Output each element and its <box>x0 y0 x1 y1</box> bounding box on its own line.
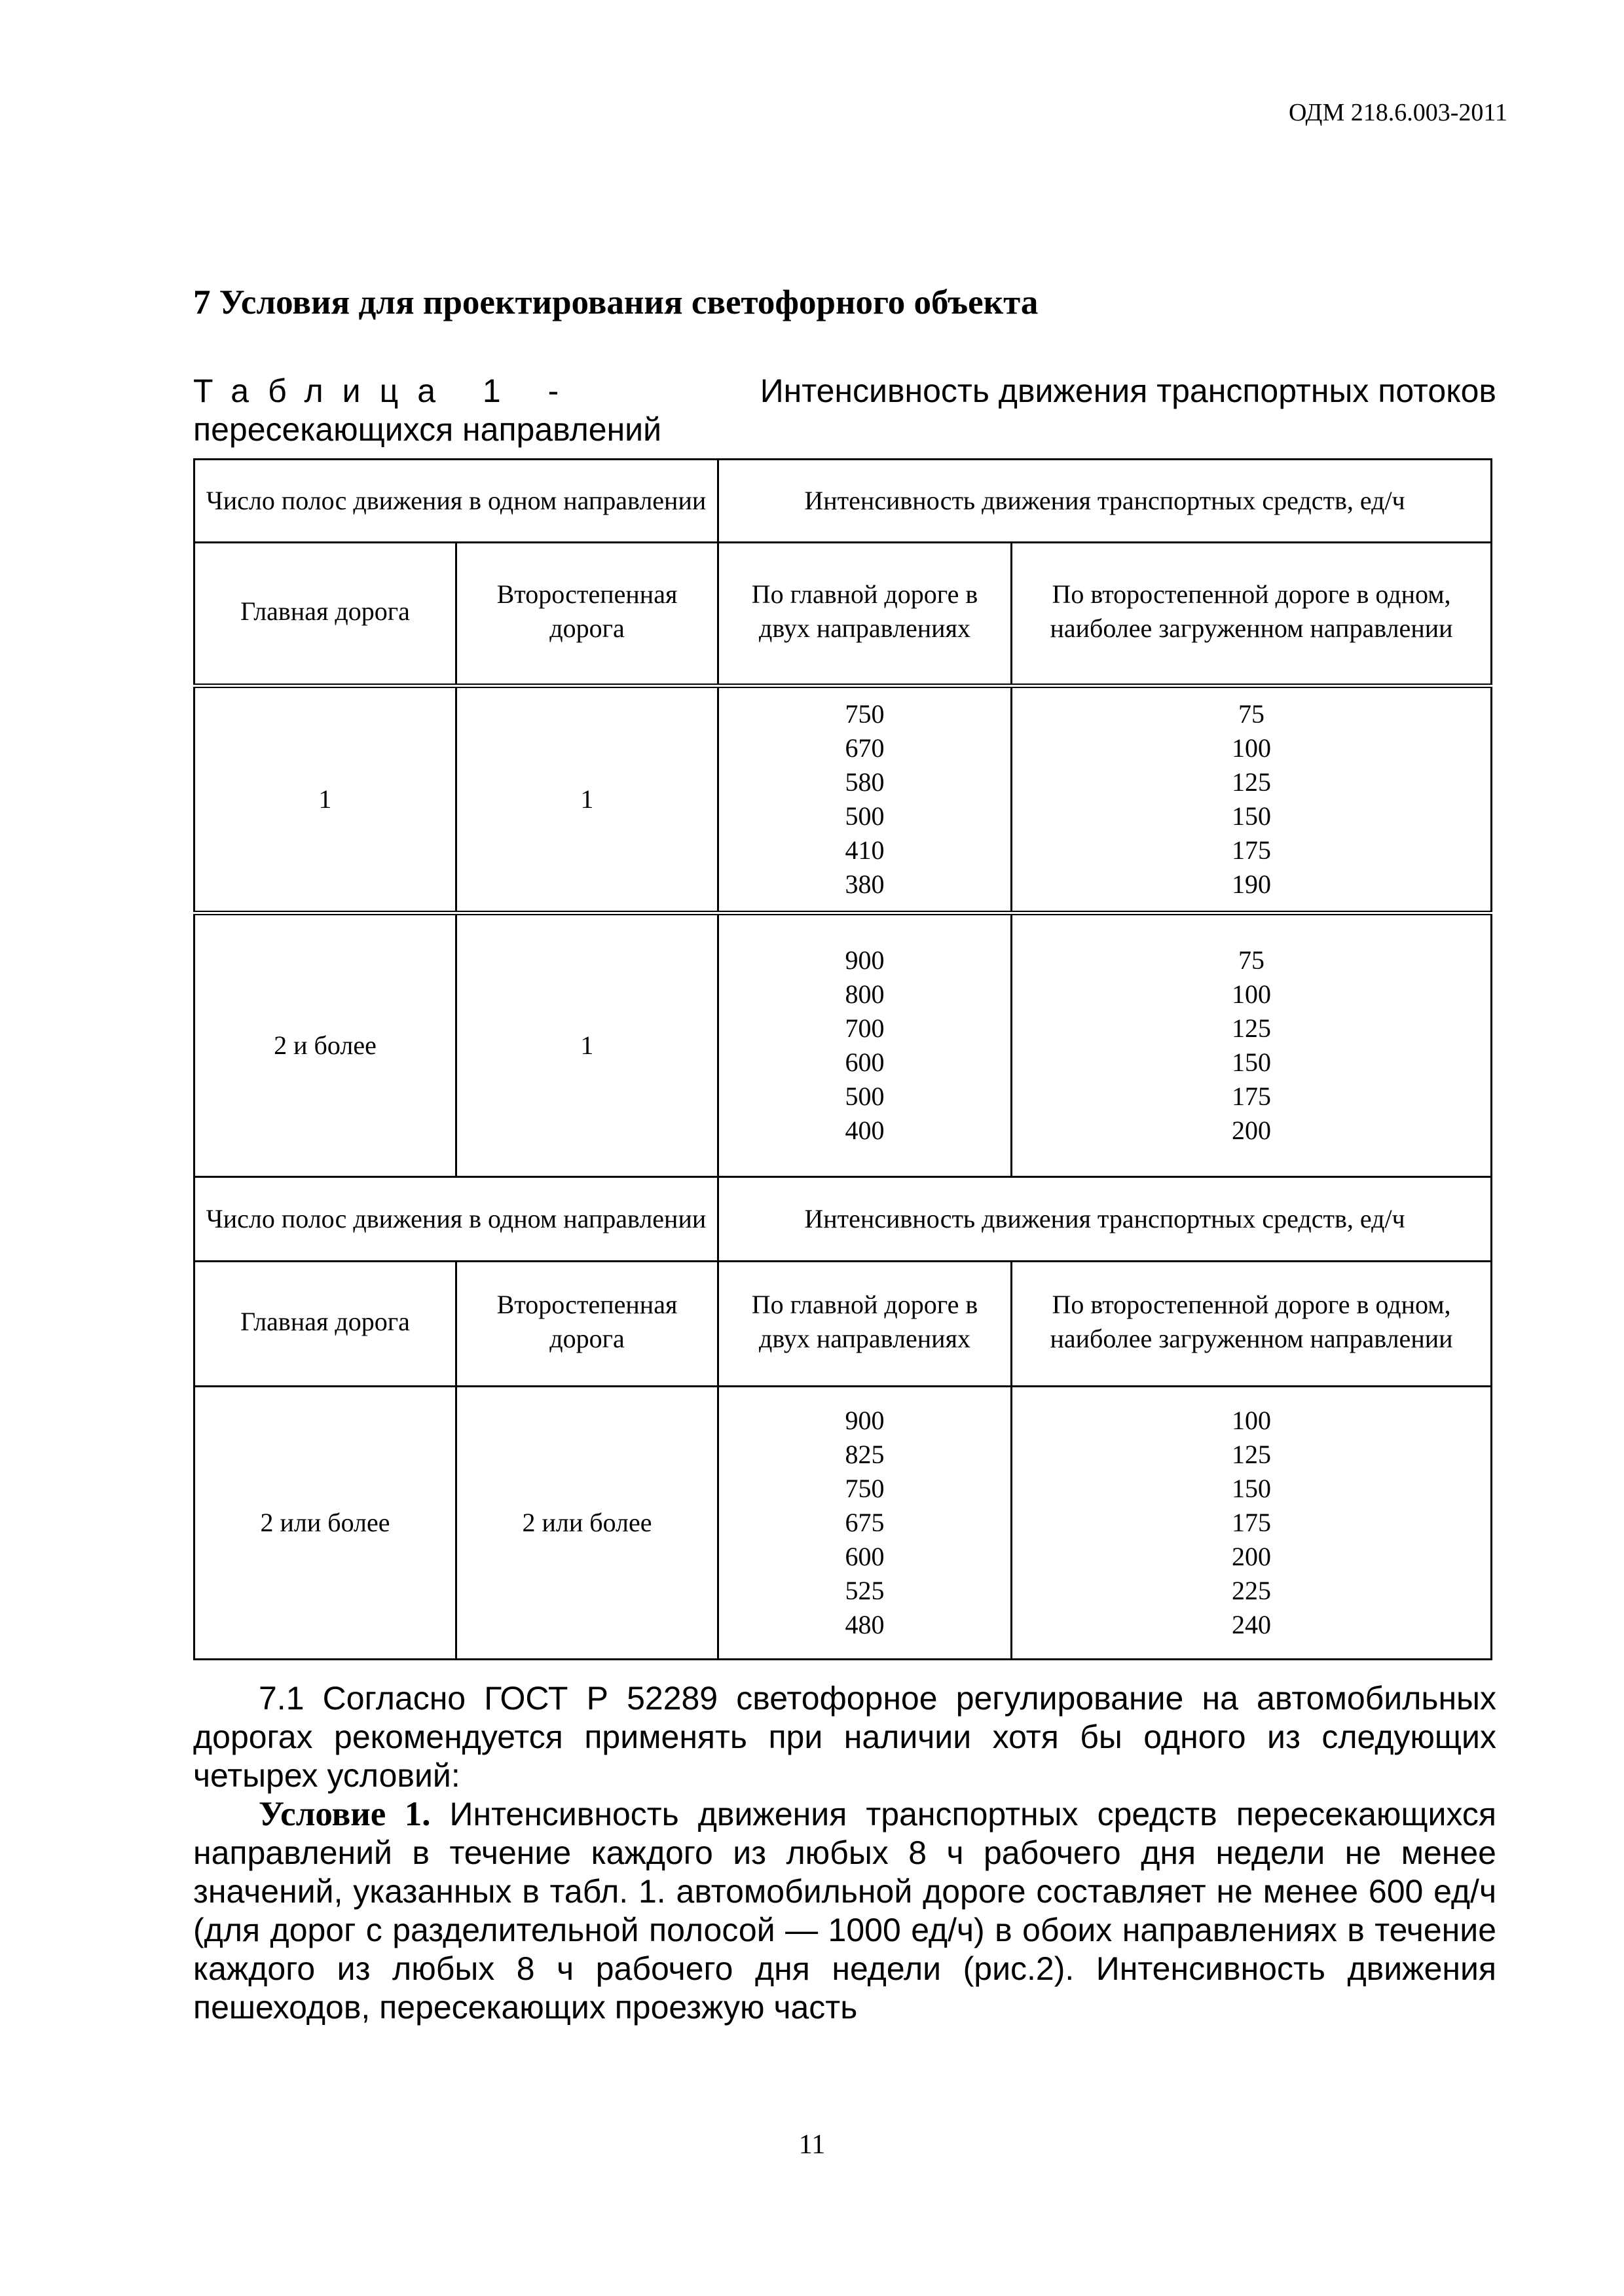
table-caption-label: Таблица 1 - <box>193 373 578 409</box>
table-subheader-row <box>194 543 1492 686</box>
value: 800 <box>845 979 885 1009</box>
value: 200 <box>1232 1542 1271 1571</box>
cell-secondary-lanes: 2 или более <box>456 1387 718 1660</box>
value: 525 <box>845 1576 885 1605</box>
value: 175 <box>1232 1082 1271 1111</box>
value: 100 <box>1232 733 1271 763</box>
value: 750 <box>845 699 885 729</box>
cell-main-values <box>718 913 1012 1177</box>
value: 380 <box>845 869 885 899</box>
table-caption-title: Интенсивность движения транспортных потоков <box>760 373 1496 409</box>
table-header-row <box>194 460 1492 543</box>
value: 500 <box>845 1082 885 1111</box>
value: 500 <box>845 801 885 831</box>
cell-secondary-values <box>1012 686 1492 913</box>
value: 100 <box>1232 979 1271 1009</box>
header-secondary-loaded-direction: По второстепенной дороге в одном, наиболее загруженном направлении <box>1012 1262 1492 1387</box>
paragraph-7-1: 7.1 Согласно ГОСТ Р 52289 светофорное регулирование на автомобильных дорогах рекомендуется применять при наличии хотя бы одного из следующих четырех условий: <box>193 1680 1496 1794</box>
cell-main-lanes: 1 <box>194 686 456 913</box>
value: 225 <box>1232 1576 1271 1605</box>
value: 400 <box>845 1116 885 1145</box>
table-subheader-row <box>194 1262 1492 1387</box>
value: 410 <box>845 835 885 865</box>
value: 125 <box>1232 1440 1271 1469</box>
value: 675 <box>845 1508 885 1537</box>
table-row <box>194 1387 1492 1660</box>
cell-main-lanes: 2 или более <box>194 1387 456 1660</box>
value: 150 <box>1232 801 1271 831</box>
intensity-table <box>193 458 1492 1660</box>
value: 480 <box>845 1610 885 1639</box>
header-secondary-loaded-direction: По второстепенной дороге в одном, наиболее загруженном направлении <box>1012 543 1492 686</box>
header-secondary-road: Второстепенная дорога <box>456 1262 718 1387</box>
value: 825 <box>845 1440 885 1469</box>
header-main-both-directions: По главной дороге в двух направлениях <box>718 1262 1012 1387</box>
value: 125 <box>1232 1013 1271 1043</box>
table-header-row <box>194 1177 1492 1262</box>
value: 900 <box>845 1406 885 1435</box>
value: 100 <box>1232 1406 1271 1435</box>
value: 200 <box>1232 1116 1271 1145</box>
header-intensity: Интенсивность движения транспортных средств, ед/ч <box>718 1177 1492 1262</box>
value: 670 <box>845 733 885 763</box>
value: 240 <box>1232 1610 1271 1639</box>
cell-main-values <box>718 686 1012 913</box>
value: 175 <box>1232 1508 1271 1537</box>
value: 150 <box>1232 1474 1271 1503</box>
table-row <box>194 686 1492 913</box>
header-main-both-directions: По главной дороге в двух направлениях <box>718 543 1012 686</box>
header-lanes: Число полос движения в одном направлении <box>194 1177 718 1262</box>
header-intensity: Интенсивность движения транспортных средств, ед/ч <box>718 460 1492 543</box>
value: 75 <box>1238 699 1264 729</box>
cell-secondary-lanes: 1 <box>456 686 718 913</box>
body-text <box>193 1679 1496 2027</box>
cell-secondary-values <box>1012 1387 1492 1660</box>
condition-label: Условие 1. <box>259 1795 431 1833</box>
value: 175 <box>1232 835 1271 865</box>
document-code: ОДМ 218.6.003-2011 <box>1288 99 1507 126</box>
value: 150 <box>1232 1048 1271 1077</box>
cell-secondary-lanes: 1 <box>456 913 718 1177</box>
condition-text: Интенсивность движения транспортных средств пересекающихся направлений в течение каждого из любых 8 ч рабочего дня недели не менее значений, указанных в табл. 1. автомобильной дороге составляет не менее 600 ед/ч (для дорог с разделительной полосой — 1000 ед/ч) в обоих направлениях в течение каждого из любых 8 ч рабочего дня недели (рис.2). Интенсивность движения пешеходов, пересекающих проезжую часть <box>193 1796 1496 2026</box>
cell-main-values <box>718 1387 1012 1660</box>
table-caption-title-continuation: пересекающихся направлений <box>193 411 662 448</box>
table-row <box>194 913 1492 1177</box>
value: 190 <box>1232 869 1271 899</box>
section-heading: 7 Условия для проектирования светофорного объекта <box>193 283 1039 321</box>
value: 580 <box>845 767 885 797</box>
header-lanes: Число полос движения в одном направлении <box>194 460 718 543</box>
paragraph-condition-1 <box>193 1795 1496 2027</box>
value: 125 <box>1232 767 1271 797</box>
header-secondary-road: Второстепенная дорога <box>456 543 718 686</box>
value: 600 <box>845 1048 885 1077</box>
value: 600 <box>845 1542 885 1571</box>
cell-main-lanes: 2 и более <box>194 913 456 1177</box>
cell-secondary-values <box>1012 913 1492 1177</box>
value: 750 <box>845 1474 885 1503</box>
header-main-road: Главная дорога <box>194 1262 456 1387</box>
value: 75 <box>1238 945 1264 975</box>
page-number: 11 <box>798 2130 826 2160</box>
table-caption <box>193 372 1496 449</box>
value: 700 <box>845 1013 885 1043</box>
header-main-road: Главная дорога <box>194 543 456 686</box>
value: 900 <box>845 945 885 975</box>
